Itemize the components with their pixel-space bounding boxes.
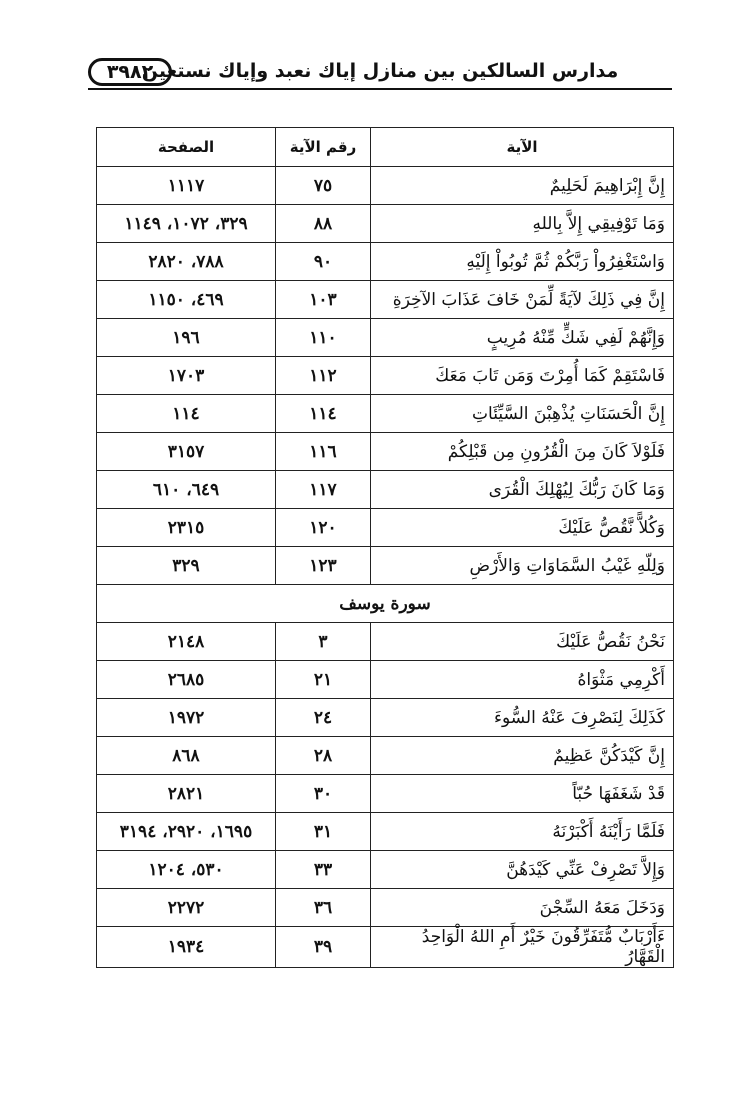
table-row (97, 357, 674, 395)
verse-cell: إِنَّ الْحَسَنَاتِ يُذْهِبْنَ السَّيِّئَاتِ (371, 395, 674, 433)
verse-cell: وَكُلاًّ نَّقُصُّ عَلَيْكَ (371, 509, 674, 547)
column-header-page: الصفحة (97, 128, 276, 167)
verse-number-cell: ٧٥ (276, 167, 371, 205)
verse-cell: وَمَا كَانَ رَبُّكَ لِيُهْلِكَ الْقُرَى (371, 471, 674, 509)
verse-number-cell: ٢١ (276, 661, 371, 699)
verse-number-cell: ٣١ (276, 813, 371, 851)
verse-cell: وَإِنَّهُمْ لَفِي شَكٍّ مِّنْهُ مُرِيبٍ (371, 319, 674, 357)
verse-number-cell: ١١٤ (276, 395, 371, 433)
page-cell: ٨٦٨ (97, 737, 276, 775)
surah-heading: سورة يوسف (97, 585, 674, 623)
verse-number-cell: ١١٠ (276, 319, 371, 357)
page-cell: ١٦٩٥، ٢٩٢٠، ٣١٩٤ (97, 813, 276, 851)
verse-number-cell: ٨٨ (276, 205, 371, 243)
page-cell: ٢٦٨٥ (97, 661, 276, 699)
verse-cell: وَإِلاَّ تَصْرِفْ عَنِّي كَيْدَهُنَّ (371, 851, 674, 889)
table-row (97, 775, 674, 813)
verse-cell: وَاسْتَغْفِرُواْ رَبَّكُمْ ثُمَّ تُوبُواْ إِلَيْهِ (371, 243, 674, 281)
verse-number-cell: ٣٩ (276, 927, 371, 968)
verse-cell: نَحْنُ نَقُصُّ عَلَيْكَ (371, 623, 674, 661)
page-cell: ٢٢٧٢ (97, 889, 276, 927)
page-cell: ٣٢٩ (97, 547, 276, 585)
verse-number-cell: ٢٤ (276, 699, 371, 737)
page-cell: ٥٣٠، ١٢٠٤ (97, 851, 276, 889)
verse-number-cell: ١٠٣ (276, 281, 371, 319)
verse-number-cell: ١١٦ (276, 433, 371, 471)
table-row (97, 205, 674, 243)
verse-cell: فَلَوْلاَ كَانَ مِنَ الْقُرُونِ مِن قَبْلِكُمْ (371, 433, 674, 471)
table-row (97, 167, 674, 205)
page-cell: ٤٦٩، ١١٥٠ (97, 281, 276, 319)
page-cell: ١٩٦ (97, 319, 276, 357)
table-row (97, 851, 674, 889)
surah-heading-section (97, 585, 674, 623)
table-row (97, 433, 674, 471)
verse-cell: فَلَمَّا رَأَيْنَهُ أَكْبَرْنَهُ (371, 813, 674, 851)
verse-cell: فَاسْتَقِمْ كَمَا أُمِرْتَ وَمَن تَابَ مَعَكَ (371, 357, 674, 395)
table-row (97, 395, 674, 433)
verse-rows-group-1 (97, 167, 674, 585)
table-row (97, 927, 674, 968)
table-header-row (97, 128, 674, 167)
column-header-verse: الآية (371, 128, 674, 167)
page-cell: ٣٢٩، ١٠٧٢، ١١٤٩ (97, 205, 276, 243)
verse-rows-group-2 (97, 623, 674, 968)
verse-number-cell: ٣ (276, 623, 371, 661)
verse-number-cell: ١٢٣ (276, 547, 371, 585)
page-cell: ١١١٧ (97, 167, 276, 205)
page-cell: ٢٣١٥ (97, 509, 276, 547)
table-row (97, 661, 674, 699)
page-number-badge: ٣٩٨٢ (88, 58, 172, 86)
table-row (97, 471, 674, 509)
header-divider (88, 88, 672, 90)
verse-cell: وَدَخَلَ مَعَهُ السِّجْنَ (371, 889, 674, 927)
table-row (97, 813, 674, 851)
page-cell: ٢١٤٨ (97, 623, 276, 661)
verse-number-cell: ٣٠ (276, 775, 371, 813)
page-cell: ١٩٣٤ (97, 927, 276, 968)
page-cell: ١١٤ (97, 395, 276, 433)
verse-cell: إِنَّ كَيْدَكُنَّ عَظِيمٌ (371, 737, 674, 775)
table-row (97, 623, 674, 661)
table-row (97, 547, 674, 585)
table-row (97, 509, 674, 547)
verse-cell: أَكْرِمِي مَثْوَاهُ (371, 661, 674, 699)
table-row (97, 281, 674, 319)
page-cell: ٢٨٢١ (97, 775, 276, 813)
table-row (97, 737, 674, 775)
verse-cell: ءَأَرْبَابٌ مُّتَفَرِّقُونَ خَيْرٌ أَمِ اللهُ الْوَاحِدُ الْقَهَّارُ (371, 927, 674, 968)
page-cell: ٣١٥٧ (97, 433, 276, 471)
verse-number-cell: ٣٦ (276, 889, 371, 927)
surah-heading-row (97, 585, 674, 623)
table-row (97, 319, 674, 357)
page-cell: ٧٨٨، ٢٨٢٠ (97, 243, 276, 281)
page-cell: ١٩٧٢ (97, 699, 276, 737)
verse-number-cell: ٢٨ (276, 737, 371, 775)
page-header (88, 54, 672, 94)
verse-cell: كَذَلِكَ لِنَصْرِفَ عَنْهُ السُّوءَ (371, 699, 674, 737)
verse-number-cell: ١١٧ (276, 471, 371, 509)
verse-cell: إِنَّ فِي ذَلِكَ لآيَةً لِّمَنْ خَافَ عَذَابَ الآخِرَةِ (371, 281, 674, 319)
book-title: مدارس السالكين بين منازل إياك نعبد وإياك نستعين (141, 60, 619, 82)
page-cell: ١٧٠٣ (97, 357, 276, 395)
table-row (97, 243, 674, 281)
table-row (97, 699, 674, 737)
verse-number-cell: ٩٠ (276, 243, 371, 281)
verse-cell: قَدْ شَغَفَهَا حُبّاً (371, 775, 674, 813)
page-cell: ٦٤٩، ٦١٠ (97, 471, 276, 509)
verse-number-cell: ٣٣ (276, 851, 371, 889)
verse-cell: إِنَّ إِبْرَاهِيمَ لَحَلِيمٌ (371, 167, 674, 205)
verse-number-cell: ١٢٠ (276, 509, 371, 547)
verse-index-table (96, 127, 674, 968)
column-header-verse-number: رقم الآية (276, 128, 371, 167)
verse-number-cell: ١١٢ (276, 357, 371, 395)
verse-cell: وَمَا تَوْفِيقِي إِلاَّ بِاللهِ (371, 205, 674, 243)
verse-cell: وَلِلّهِ غَيْبُ السَّمَاوَاتِ وَالأَرْضِ (371, 547, 674, 585)
table-row (97, 889, 674, 927)
